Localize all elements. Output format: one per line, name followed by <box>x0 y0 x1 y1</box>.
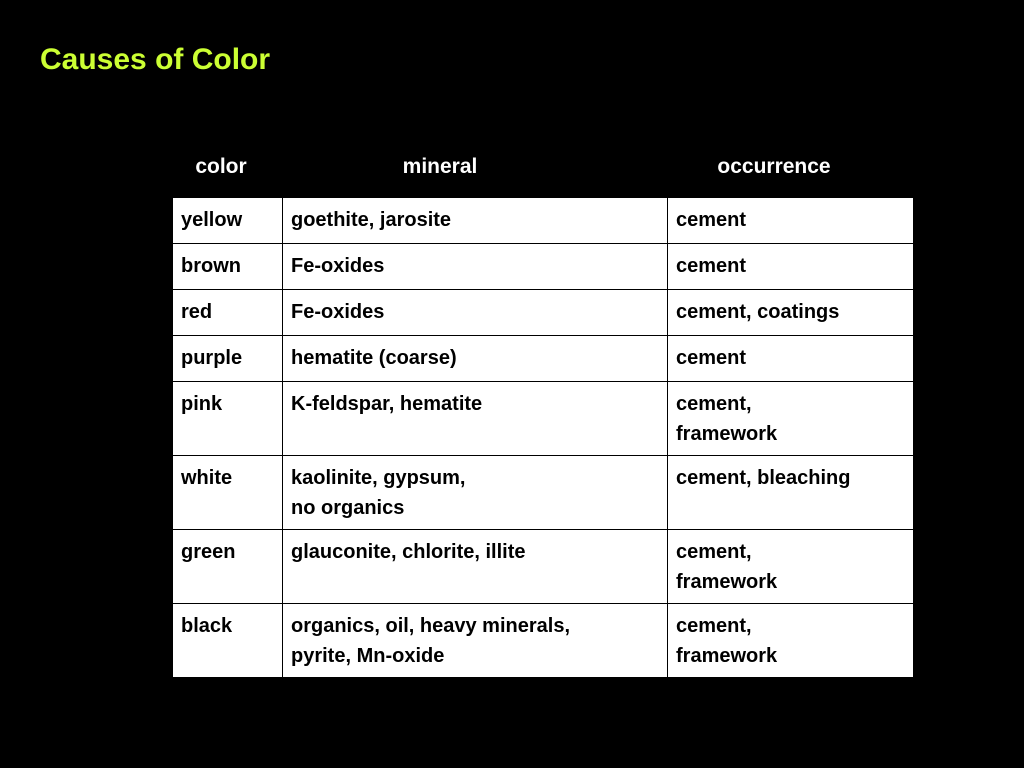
table-row <box>173 382 914 456</box>
mineral-cell: K-feldspar, hematite <box>283 382 668 456</box>
color-cell: pink <box>173 382 283 456</box>
occurrence-cell: cement <box>668 198 914 244</box>
causes-of-color-table <box>172 197 914 678</box>
color-cell: brown <box>173 244 283 290</box>
table-row <box>173 244 914 290</box>
occurrence-cell: cement, framework <box>668 382 914 456</box>
table-row <box>173 290 914 336</box>
color-cell: purple <box>173 336 283 382</box>
column-header-color: color <box>195 155 247 178</box>
column-header-mineral: mineral <box>402 155 478 178</box>
table-row <box>173 530 914 604</box>
mineral-cell: Fe-oxides <box>283 290 668 336</box>
color-cell: white <box>173 456 283 530</box>
mineral-cell: hematite (coarse) <box>283 336 668 382</box>
mineral-cell: kaolinite, gypsum, no organics <box>283 456 668 530</box>
color-cell: black <box>173 604 283 678</box>
column-headers <box>0 152 1024 182</box>
mineral-cell: Fe-oxides <box>283 244 668 290</box>
occurrence-cell: cement <box>668 336 914 382</box>
occurrence-cell: cement <box>668 244 914 290</box>
table-row <box>173 198 914 244</box>
slide-title: Causes of Color <box>40 43 271 76</box>
occurrence-cell: cement, bleaching <box>668 456 914 530</box>
occurrence-cell: cement, coatings <box>668 290 914 336</box>
mineral-cell: glauconite, chlorite, illite <box>283 530 668 604</box>
table-row <box>173 336 914 382</box>
table-row <box>173 604 914 678</box>
mineral-cell: goethite, jarosite <box>283 198 668 244</box>
occurrence-cell: cement, framework <box>668 604 914 678</box>
color-cell: yellow <box>173 198 283 244</box>
color-cell: red <box>173 290 283 336</box>
occurrence-cell: cement, framework <box>668 530 914 604</box>
table-row <box>173 456 914 530</box>
color-cell: green <box>173 530 283 604</box>
mineral-cell: organics, oil, heavy minerals, pyrite, Mn-oxide <box>283 604 668 678</box>
column-header-occurrence: occurrence <box>717 155 831 178</box>
